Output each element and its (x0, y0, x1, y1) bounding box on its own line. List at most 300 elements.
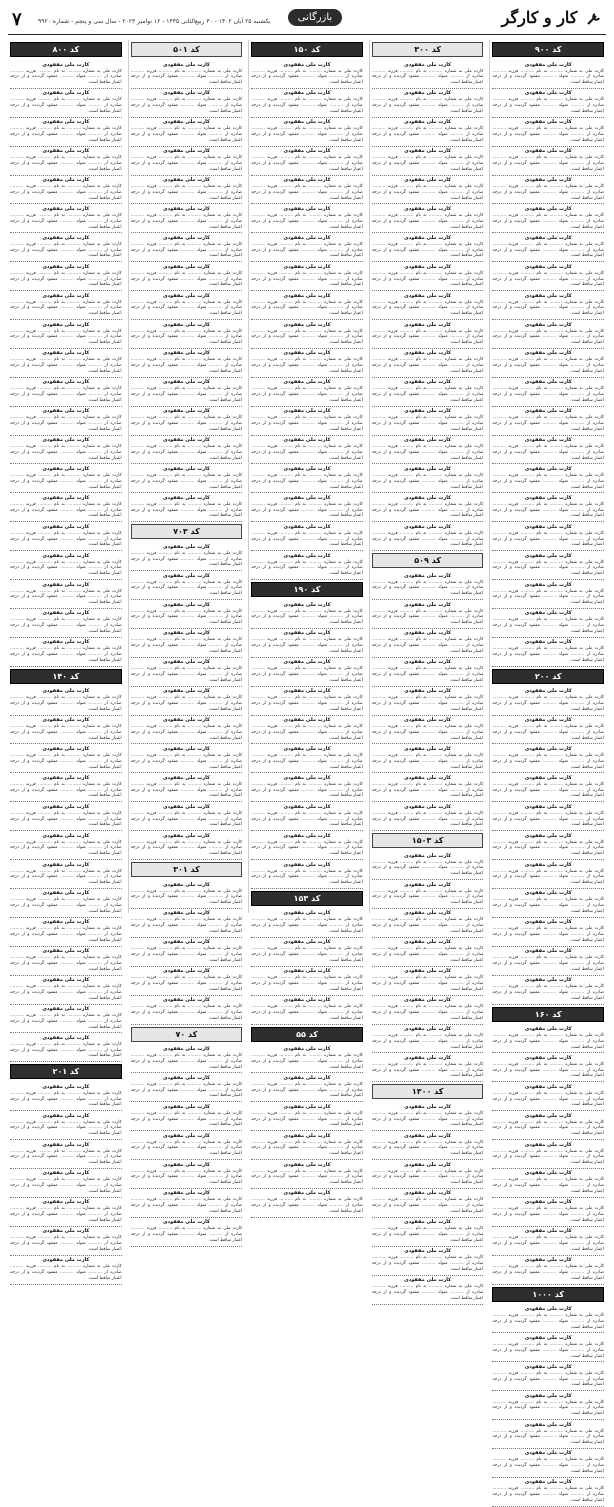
classified-ad (251, 831, 363, 860)
classified-ad (492, 493, 604, 522)
ad-heading: کارت ملی مفقودی (283, 523, 331, 530)
ad-heading: کارت ملی مفقودی (404, 292, 452, 299)
ad-body: کارت ملی به شماره .......... به نام .......... فرزند .......... صادره از .......... متولد .......... مفقود گردیده و از درجه اعتبار ساقط است. (371, 1061, 484, 1079)
ad-heading: کارت ملی مفقودی (283, 601, 331, 608)
ad-body: کارت ملی به شماره .......... به نام .......... فرزند .......... صادره از .......... متولد .......... مفقود گردیده و از درجه اعتبار ساقط است. (130, 1168, 243, 1186)
ad-body: کارت ملی به شماره .......... به نام .......... فرزند .......... صادره از .......... متولد .......... مفقود گردیده و از درجه اعتبار ساقط است. (130, 212, 243, 230)
ad-heading: کارت ملی مفقودی (42, 977, 90, 984)
classified-ad (492, 1025, 604, 1054)
ad-body: کارت ملی به شماره .......... به نام .......... فرزند .......... صادره از .......... متولد .......... مفقود گردیده و از درجه اعتبار ساقط است. (371, 608, 484, 626)
ad-body: کارت ملی به شماره .......... به نام .......... فرزند .......... صادره از .......... متولد .......... مفقود گردیده و از درجه اعتبار ساقط است. (371, 472, 484, 490)
ad-body: کارت ملی به شماره .......... به نام .......... فرزند .......... صادره از .......... متولد .......... مفقود گردیده و از درجه اعتبار ساقط است. (251, 501, 363, 519)
ad-heading: کارت ملی مفقودی (42, 610, 90, 617)
ad-heading: کارت ملی مفقودی (162, 745, 210, 752)
ad-heading: کارت ملی مفقودی (283, 1190, 331, 1197)
ad-heading: کارت ملی مفقودی (524, 1083, 572, 1090)
ad-heading: کارت ملی مفقودی (162, 630, 210, 637)
ad-body: کارت ملی به شماره .......... به نام .......... فرزند .......... صادره از .......... متولد .......... مفقود گردیده و از درجه اعتبار ساقط است. (492, 501, 604, 519)
ad-heading: کارت ملی مفقودی (283, 717, 331, 724)
classified-ad (492, 464, 604, 493)
ad-heading: کارت ملی مفقودی (283, 465, 331, 472)
ad-body: کارت ملی به شماره .......... به نام .......... فرزند .......... صادره از .......... متولد .......... مفقود گردیده و از درجه اعتبار ساقط است. (10, 386, 122, 403)
classified-ad (131, 291, 243, 320)
classified-ad (251, 176, 363, 205)
date-line: یکشنبه ۲۵ آبان ۱۴۰۲ - ۳۰ ربیع‌الثانی ۱۴۴۵ - ۱۶ نوامبر ۲۰۲۳ - سال سی و پنجم - شماره ۹۹۲۰ (38, 18, 271, 25)
ad-heading: کارت ملی مفقودی (283, 939, 331, 946)
ad-heading: کارت ملی مفقودی (524, 523, 572, 530)
ad-body: کارت ملی به شماره .......... به نام .......... فرزند .......... صادره از .......... متولد .......... مفقود گردیده و از درجه اعتبار ساقط است. (251, 184, 363, 201)
classified-ad (10, 976, 122, 1005)
ad-body: کارت ملی به شماره .......... به نام .......... فرزند .......... صادره از .......... متولد .......... مفقود گردیده و از درجه اعتبار ساقط است. (492, 984, 604, 1001)
ad-body: کارت ملی به شماره .......... به نام .......... فرزند .......... صادره از .......... متولد .......... مفقود گردیده و از درجه اعتبار ساقط است. (251, 415, 363, 432)
ad-body: کارت ملی به شماره .......... به نام .......... فرزند .......... صادره از .......... متولد .......... مفقود گردیده و از درجه اعتبار ساقط است. (492, 357, 604, 374)
ad-heading: کارت ملی مفقودی (404, 1054, 452, 1061)
ad-heading: کارت ملی مفقودی (42, 1257, 90, 1264)
ad-heading: کارت ملی مفقودی (283, 177, 331, 184)
ad-body: کارت ملی به شماره .......... به نام .......... فرزند .......... صادره از .......... متولد .......... مفقود گردیده و از درجه اعتبار ساقط است. (371, 126, 484, 143)
ad-heading: کارت ملی مفقودی (162, 1132, 210, 1139)
ad-heading: کارت ملی مفقودی (524, 119, 572, 126)
category-code-header: کد ۱۶۰ (492, 1007, 604, 1022)
ad-body: کارت ملی به شماره .......... به نام .......... فرزند .......... صادره از .......... متولد .......... مفقود گردیده و از درجه اعتبار ساقط است. (130, 666, 243, 683)
ad-heading: کارت ملی مفقودی (42, 1112, 90, 1119)
classified-ad (10, 744, 122, 773)
ad-heading: کارت ملی مفقودی (404, 119, 452, 126)
ad-heading: کارت ملی مفقودی (162, 379, 210, 386)
classified-ad (10, 609, 122, 638)
ad-body: کارت ملی به شماره .......... به نام .......... فرزند .......... صادره از .......... متولد .......... مفقود گردیده و از درجه اعتبار ساقط است. (492, 839, 604, 857)
ad-body: کارت ملی به شماره .......... به نام .......... فرزند .......... صادره از .......... متولد .......... مفقود گردیده و از درجه اعتبار ساقط است. (371, 270, 484, 288)
ad-body: کارت ملی به شماره .......... به نام .......... فرزند .......... صادره از .......... متولد .......... مفقود گردیده و از درجه اعتبار ساقط است. (371, 724, 484, 741)
ad-heading: کارت ملی مفقودی (162, 543, 210, 550)
ad-body: کارت ملی به شماره .......... به نام .......... فرزند .......... صادره از .......... متولد .......... مفقود گردیده و از درجه اعتبار ساقط است. (371, 328, 484, 346)
ad-heading: کارت ملی مفقودی (404, 939, 452, 946)
ad-heading: کارت ملی مفقودی (42, 919, 90, 926)
classified-ad (10, 118, 122, 147)
ad-body: کارت ملی به شماره .......... به نام .......... فرزند .......... صادره از .......... متولد .......... مفقود گردیده و از درجه اعتبار ساقط است. (251, 1081, 363, 1099)
ad-body: کارت ملی به شماره .......... به نام .......... فرزند .......... صادره از .......... متولد .......... مفقود گردیده و از درجه اعتبار ساقط است. (10, 155, 122, 172)
ad-body: کارت ملی به شماره .......... به نام .......... فرزند .......... صادره از .......... متولد .......... مفقود گردیده و از درجه اعتبار ساقط است. (371, 1168, 484, 1186)
ad-body: کارت ملی به شماره .......... به نام .......... فرزند .......... صادره از .......... متولد .......... مفقود گردیده و از درجه اعتبار ساقط است. (492, 415, 604, 432)
ad-heading: کارت ملی مفقودی (524, 437, 572, 444)
ad-body: کارت ملی به شماره .......... به نام .......... فرزند .......... صادره از .......... متولد .......... مفقود گردیده و از درجه اعتبار ساقط است. (371, 444, 484, 461)
classified-ad (251, 551, 363, 580)
ad-heading: کارت ملی مفقودی (524, 408, 572, 415)
classified-ad (492, 1305, 604, 1334)
ad-body: کارت ملی به شماره .......... به نام .......... فرزند .......... صادره از .......... متولد .......... مفقود گردیده و از درجه اعتبار ساقط است. (492, 1177, 604, 1195)
ad-body: کارت ملی به شماره .......... به نام .......... فرزند .......... صادره از .......... متولد .......... مفقود گردیده و از درجه اعتبار ساقط است. (251, 868, 363, 886)
classified-ad (492, 1140, 604, 1169)
ad-body: کارت ملی به شماره .......... به نام .......... فرزند .......... صادره از .......... متولد .......... مفقود گردیده و از درجه اعتبار ساقط است. (130, 444, 243, 461)
classified-ad (492, 918, 604, 947)
ad-body: کارت ملی به شماره .......... به نام .......... فرزند .......... صادره از .......... متولد .......... مفقود گردیده و از درجه اعتبار ساقط است. (130, 68, 243, 86)
classified-ad (131, 378, 243, 407)
ad-heading: کارت ملی مفقودی (42, 1034, 90, 1041)
ad-heading: کارت ملی مفقودی (524, 90, 572, 97)
ad-body: کارت ملی به شماره .......... به نام .......... فرزند .......... صادره از .......... متولد .......... مفقود گردیده و از درجه اعتبار ساقط است. (371, 501, 484, 519)
category-code-header: کد ۱۵۰۳ (372, 833, 484, 848)
ad-heading: کارت ملی مفقودی (42, 803, 90, 810)
ad-heading: کارت ملی مفقودی (283, 997, 331, 1004)
classified-ad (251, 1102, 363, 1131)
classified-ad (492, 407, 604, 436)
ad-heading: کارت ملی مفقودی (404, 1219, 452, 1226)
ad-body: کارت ملی به شماره .......... به نام .......... فرزند .......... صادره از .......... متولد .......... مفقود گردیده و از درجه اعتبار ساقط است. (371, 530, 484, 548)
classified-ad (131, 464, 243, 493)
ad-body: کارت ملی به شماره .......... به نام .......... فرزند .......... صادره از .......... متولد .......... مفقود گردیده و از درجه اعتبار ساقط است. (251, 472, 363, 490)
ad-heading: کارت ملی مفقودی (404, 437, 452, 444)
classified-ad (492, 802, 604, 831)
classified-ad (10, 687, 122, 716)
classified-ad (251, 716, 363, 745)
classified-ad (131, 1073, 243, 1102)
ad-body: کارت ملی به شماره .......... به نام .......... فرزند .......... صادره از .......... متولد .......... مفقود گردیده و از درجه اعتبار ساقط است. (10, 955, 122, 972)
classified-ad (10, 1169, 122, 1198)
ad-body: کارت ملی به شماره .......... به نام .......... فرزند .......... صادره از .......... متولد .......... مفقود گردیده و از درجه اعتبار ساقط است. (371, 1284, 484, 1301)
classified-ad (492, 118, 604, 147)
ad-body: کارت ملی به شماره .......... به نام .......... فرزند .......... صادره از .......... متولد .......... مفقود گردیده و از درجه اعتبار ساقط است. (492, 1399, 604, 1417)
classified-ad (492, 1478, 604, 1507)
ad-heading: کارت ملی مفقودی (162, 717, 210, 724)
ad-heading: کارت ملی مفقودی (162, 119, 210, 126)
classified-ad (372, 436, 484, 465)
classified-ad (251, 1073, 363, 1102)
classified-ad (492, 262, 604, 291)
classified-ad (251, 262, 363, 291)
ad-heading: کارت ملی مفقودی (283, 90, 331, 97)
ad-body: کارت ملی به شماره .......... به نام .......... فرزند .......... صادره از .......... متولد .......... مفقود گردیده و از درجه اعتبار ساقط است. (251, 357, 363, 374)
classified-ad (492, 349, 604, 378)
ad-heading: کارت ملی مفقودی (524, 350, 572, 357)
classified-ad (492, 320, 604, 349)
ad-body: کارت ملی به شماره .......... به نام .......... فرزند .......... صادره از .......... متولد .......... مفقود گردیده و از درجه اعتبار ساقط است. (492, 299, 604, 317)
ad-body: کارت ملی به شماره .......... به نام .......... فرزند .......... صادره از .......... متولد .......... مفقود گردیده و از درجه اعتبار ساقط است. (10, 530, 122, 548)
classified-ad (372, 967, 484, 996)
ad-heading: کارت ملی مفقودی (162, 90, 210, 97)
ad-body: کارت ملی به شماره .......... به نام .......... فرزند .......... صادره از .......... متولد .......... مفقود گردیده و از درجه اعتبار ساقط است. (492, 1148, 604, 1166)
ad-body: کارت ملی به شماره .......... به نام .......... فرزند .......... صادره از .......... متولد .......... مفقود گردیده و از درجه اعتبار ساقط است. (492, 1370, 604, 1388)
ad-heading: کارت ملی مفقودی (524, 1054, 572, 1061)
ad-body: کارت ملی به شماره .......... به نام .......... فرزند .......... صادره از .......... متولد .......... مفقود گردیده و از درجه اعتبار ساقط است. (130, 1053, 243, 1070)
ad-heading: کارت ملی مفقودی (42, 494, 90, 501)
classified-ad (131, 687, 243, 716)
ad-heading: کارت ملی مفقودی (162, 1074, 210, 1081)
ad-heading: کارت ملی مفقودی (524, 1479, 572, 1486)
ad-heading: کارت ملی مفقودی (283, 1074, 331, 1081)
ad-heading: کارت ملی مفقودی (283, 1103, 331, 1110)
ad-body: کارت ملی به شماره .......... به نام .......... فرزند .......... صادره از .......... متولد .......... مفقود گردیده و از درجه اعتبار ساقط است. (371, 97, 484, 114)
ad-heading: کارت ملی مفقودی (524, 803, 572, 810)
classified-ad (492, 522, 604, 551)
ad-body: کارت ملی به شماره .......... به نام .......... فرزند .......... صادره از .......... متولد .......... مفقود گردیده و از درجه اعتبار ساقط است. (251, 270, 363, 288)
category-code-header: کد ۵۰۱ (131, 42, 243, 57)
ad-body: کارت ملی به شماره .......... به نام .......... فرزند .......... صادره از .......... متولد .......... مفقود گردیده و از درجه اعتبار ساقط است. (130, 724, 243, 741)
ad-body: کارت ملی به شماره .......... به نام .......... فرزند .......... صادره از .......... متولد .......... مفقود گردیده و از درجه اعتبار ساقط است. (371, 781, 484, 799)
classified-ad (251, 60, 363, 89)
classified-ad (372, 1160, 484, 1189)
ad-heading: کارت ملی مفقودی (42, 350, 90, 357)
classified-ad (131, 407, 243, 436)
ad-body: کارت ملی به شماره .......... به نام .......... فرزند .......... صادره از .......... متولد .......... مفقود گردیده و از درجه اعتبار ساقط است. (251, 155, 363, 172)
ad-heading: کارت ملی مفقودی (404, 1248, 452, 1255)
classified-ad (372, 262, 484, 291)
ad-body: کارت ملی به شماره .......... به نام .......... فرزند .......... صادره از .......... متولد .......... مفقود گردیده و از درجه اعتبار ساقط است. (492, 444, 604, 461)
ad-body: کارت ملی به شماره .......... به نام .......... فرزند .......... صادره از .......... متولد .......... مفقود گردیده و از درجه اعتبار ساقط است. (130, 270, 243, 288)
classified-ad (372, 629, 484, 658)
ad-body: کارت ملی به شماره .......... به نام .......... فرزند .......... صادره از .......... متولد .......... مفقود گردیده و از درجه اعتبار ساقط است. (10, 444, 122, 461)
classified-ad (492, 204, 604, 233)
ad-body: کارت ملی به شماره .......... به نام .......... فرزند .......... صادره از .......... متولد .......... مفقود گردیده و از درجه اعتبار ساقط است. (130, 1226, 243, 1243)
ad-heading: کارت ملی مفقودی (524, 148, 572, 155)
classified-ad (131, 493, 243, 522)
ad-body: کارت ملی به شماره .......... به نام .......... فرزند .......... صادره از .......... متولد .......... مفقود گردیده و از درجه اعتبار ساقط است. (10, 1119, 122, 1137)
classified-ad (492, 1198, 604, 1227)
classified-ad (492, 176, 604, 205)
classified-ad (131, 744, 243, 773)
ad-heading: کارت ملی مفقودی (404, 745, 452, 752)
classified-ad (10, 831, 122, 860)
ad-body: کارت ملی به شماره .......... به نام .......... فرزند .......... صادره از .......... متولد .......... مفقود گردیده و از درجه اعتبار ساقط است. (10, 357, 122, 374)
ad-body: کارت ملی به شماره .......... به نام .......... فرزند .......... صادره از .......... متولد .......... مفقود گردیده و از درجه اعتبار ساقط است. (371, 241, 484, 259)
ad-body: کارت ملی به شماره .......... به نام .......... فرزند .......... صادره از .......... متولد .......... مفقود گردیده و از درجه اعتبار ساقط است. (371, 1226, 484, 1243)
classified-ad (492, 976, 604, 1005)
ad-body: کارت ملی به شماره .......... به نام .......... فرزند .......... صادره از .......... متولد .......... مفقود گردیده و از درجه اعتبار ساقط است. (371, 68, 484, 86)
ad-body: کارت ملی به شماره .......... به نام .......... فرزند .......... صادره از .......... متولد .......... مفقود گردیده و از درجه اعتبار ساقط است. (10, 1148, 122, 1166)
classified-ad (10, 1227, 122, 1256)
classified-ad (372, 571, 484, 600)
ad-body: کارت ملی به شماره .......... به نام .......... فرزند .......... صادره از .......... متولد .......... مفقود گردیده و از درجه اعتبار ساقط است. (492, 155, 604, 172)
ad-heading: کارت ملی مفقودی (42, 177, 90, 184)
ad-heading: کارت ملی مفقودی (524, 977, 572, 984)
ad-body: کارت ملی به شماره .......... به نام .......... فرزند .......... صادره از .......... متولد .......... مفقود گردیده و از درجه اعتبار ساقط است. (130, 608, 243, 626)
ad-body: کارت ملی به شماره .......... به نام .......... فرزند .......... صادره از .......... متولد .......... مفقود گردیده و از درجه اعتبار ساقط است. (492, 472, 604, 490)
ad-body: کارت ملی به شماره .......... به نام .......... فرزند .......... صادره از .......... متولد .......... مفقود گردیده و از درجه اعتبار ساقط است. (130, 1081, 243, 1099)
ad-heading: کارت ملی مفقودی (42, 745, 90, 752)
ad-heading: کارت ملی مفقودی (524, 890, 572, 897)
classified-ad (492, 1082, 604, 1111)
ad-body: کارت ملی به شماره .......... به نام .......... فرزند .......... صادره از .......... متولد .......... مفقود گردیده و از درجه اعتبار ساقط است. (492, 1264, 604, 1281)
ad-body: کارت ملی به شماره .......... به نام .......... فرزند .......... صادره از .......... متولد .......... مفقود گردیده و از درجه اعتبار ساقط است. (130, 357, 243, 374)
ad-body: کارت ملی به شماره .......... به نام .......... فرزند .......... صادره از .......... متولد .......... مفقود گردیده و از درجه اعتبار ساقط است. (251, 752, 363, 770)
ad-heading: کارت ملی مفقودی (404, 90, 452, 97)
ad-heading: کارت ملی مفقودی (404, 465, 452, 472)
ad-body: کارت ملی به شماره .......... به نام .......... فرزند .......... صادره از .......... متولد .......... مفقود گردیده و از درجه اعتبار ساقط است. (492, 897, 604, 915)
ad-heading: کارت ملی مفقودی (283, 292, 331, 299)
ad-body: کارت ملی به شماره .......... به نام .......... فرزند .......... صادره از .......... متولد .......... مفقود گردیده و از درجه اعتبار ساقط است. (251, 975, 363, 992)
classified-ad (131, 349, 243, 378)
ad-heading: کارت ملی مفقودی (404, 61, 452, 68)
classified-ad (372, 938, 484, 967)
classified-ad (492, 638, 604, 667)
classified-ad (10, 947, 122, 976)
ad-heading: کارت ملی مفقودی (42, 774, 90, 781)
ad-heading: کارت ملی مفقودی (162, 939, 210, 946)
ad-heading: کارت ملی مفقودی (42, 379, 90, 386)
classified-ad (10, 89, 122, 118)
classified-ad (251, 118, 363, 147)
classified-ad (492, 60, 604, 89)
ad-body: کارت ملی به شماره .......... به نام .......... فرزند .......... صادره از .......... متولد .......... مفقود گردیده و از درجه اعتبار ساقط است. (371, 917, 484, 935)
ad-heading: کارت ملی مفقودی (283, 774, 331, 781)
classified-ad (10, 1082, 122, 1111)
ad-body: کارت ملی به شماره .......... به نام .......... فرزند .......... صادره از .......... متولد .......... مفقود گردیده و از درجه اعتبار ساقط است. (251, 68, 363, 86)
ad-body: کارت ملی به شماره .......... به نام .......... فرزند .......... صادره از .......... متولد .......... مفقود گردیده و از درجه اعتبار ساقط است. (492, 1486, 604, 1503)
classified-ad (131, 909, 243, 938)
ad-heading: کارت ملی مفقودی (283, 1161, 331, 1168)
ad-body: کارت ملی به شماره .......... به نام .......... فرزند .......... صادره از .......... متولد .......... مفقود گردیده و از درجه اعتبار ساقط است. (492, 97, 604, 114)
classified-ad (10, 716, 122, 745)
ad-body: کارت ملی به شماره .......... به نام .......... فرزند .......... صادره از .......... متولد .......... مفقود گردیده و از درجه اعتبار ساقط است. (10, 212, 122, 230)
classified-ad (10, 320, 122, 349)
classified-ad (10, 176, 122, 205)
ad-body: کارت ملی به شماره .......... به نام .......... فرزند .......... صادره از .......... متولد .......... مفقود گردیده و از درجه اعتبار ساقط است. (251, 1168, 363, 1186)
category-code-header: کد ۱۳۰۰ (372, 1084, 484, 1099)
ad-heading: کارت ملی مفقودی (162, 292, 210, 299)
ad-heading: کارت ملی مفقودی (524, 292, 572, 299)
ad-heading: کارت ملی مفقودی (404, 494, 452, 501)
ad-heading: کارت ملی مفقودی (162, 910, 210, 917)
ad-body: کارت ملی به شماره .......... به نام .......... فرزند .......... صادره از .......... متولد .......... مفقود گردیده و از درجه اعتبار ساقط است. (251, 299, 363, 317)
classified-ad (10, 1256, 122, 1285)
ad-heading: کارت ملی مفقودی (283, 1046, 331, 1052)
classified-ad (372, 687, 484, 716)
ad-body: کارت ملی به شماره .......... به نام .......... فرزند .......... صادره از .......... متولد .......... مفقود گردیده و از درجه اعتبار ساقط است. (130, 637, 243, 655)
classified-ad (372, 89, 484, 118)
classified-ad (492, 744, 604, 773)
classified-ad (10, 378, 122, 407)
ad-heading: کارت ملی مفقودی (162, 350, 210, 357)
classified-ad (372, 60, 484, 89)
classified-ad (372, 1025, 484, 1054)
ad-heading: کارت ملی مفقودی (524, 1228, 572, 1235)
ad-body: کارت ملی به شماره .......... به نام .......... فرزند .......... صادره از .......... متولد .......... مفقود گردیده و از درجه اعتبار ساقط است. (251, 781, 363, 799)
ad-heading: کارت ملی مفقودی (404, 177, 452, 184)
classified-ad (492, 716, 604, 745)
classified-ad (251, 407, 363, 436)
ad-heading: کارت ملی مفقودی (42, 1006, 90, 1012)
ad-body: کارت ملی به شماره .......... به نام .......... فرزند .......... صادره از .......... متولد .......... مفقود گردیده و از درجه اعتبار ساقط است. (130, 839, 243, 857)
classified-columns (8, 40, 606, 1503)
newspaper-logo: بازرگانی (288, 9, 342, 26)
classified-ad (131, 880, 243, 909)
ad-body: کارت ملی به شماره .......... به نام .......... فرزند .......... صادره از .......... متولد .......... مفقود گردیده و از درجه اعتبار ساقط است. (251, 530, 363, 548)
classified-ad (372, 464, 484, 493)
classified-ad (251, 860, 363, 889)
classified-ad (251, 349, 363, 378)
ad-heading: کارت ملی مفقودی (404, 997, 452, 1004)
classified-ad (10, 493, 122, 522)
ad-body: کارت ملی به شماره .......... به نام .......... فرزند .......... صادره از .......... متولد .......... مفقود گردیده و از درجه اعتبار ساقط است. (10, 270, 122, 288)
ad-body: کارت ملی به شماره .......... به نام .......... فرزند .......... صادره از .......... متولد .......... مفقود گردیده و از درجه اعتبار ساقط است. (10, 1041, 122, 1059)
ad-heading: کارت ملی مفقودی (404, 717, 452, 724)
ad-body: کارت ملی به شماره .......... به نام .......... فرزند .......... صادره از .......... متولد .......... مفقود گردیده و از درجه اعتبار ساقط است. (10, 501, 122, 519)
ad-heading: کارت ملی مفقودی (42, 61, 90, 68)
ad-heading: کارت ملی مفقودی (162, 1103, 210, 1110)
classified-ad (131, 629, 243, 658)
ad-body: کارت ملی به شماره .......... به نام .......... فرزند .......... صادره از .......... متولد .......... مفقود گردیده و از درجه اعتبار ساقط است. (492, 1061, 604, 1079)
ad-body: کارت ملی به شماره .......... به نام .......... فرزند .......... صادره از .......... متولد .......... مفقود گردیده و از درجه اعتبار ساقط است. (10, 299, 122, 317)
ad-body: کارت ملی به شماره .......... به نام .......... فرزند .......... صادره از .......... متولد .......... مفقود گردیده و از درجه اعتبار ساقط است. (130, 328, 243, 346)
ad-heading: کارت ملی مفقودی (404, 1190, 452, 1197)
ad-heading: کارت ملی مفقودی (524, 263, 572, 270)
ad-heading: کارت ملی مفقودی (42, 205, 90, 212)
ad-body: کارت ملی به شماره .......... به نام .......... فرزند .......... صادره از .......... متولد .......... مفقود گردیده و از درجه اعتبار ساقط است. (492, 724, 604, 741)
classified-ad (10, 638, 122, 667)
classified-ad (10, 860, 122, 889)
category-code-header: کد ۱۵۰ (251, 42, 363, 57)
classified-ad (251, 658, 363, 687)
ad-heading: کارت ملی مفقودی (162, 1190, 210, 1197)
ad-heading: کارت ملی مفقودی (42, 148, 90, 155)
ad-body: کارت ملی به شماره .......... به نام .......... فرزند .......... صادره از .......... متولد .......... مفقود گردیده و از درجه اعتبار ساقط است. (130, 501, 243, 519)
ad-heading: کارت ملی مفقودی (162, 774, 210, 781)
ad-body: کارت ملی به شماره .......... به نام .......... فرزند .......... صادره از .......... متولد .......... مفقود گردیده و از درجه اعتبار ساقط است. (130, 917, 243, 935)
ad-body: کارت ملی به شماره .......... به نام .......... فرزند .......... صادره از .......... متولد .......... مفقود گردیده و از درجه اعتبار ساقط است. (371, 357, 484, 374)
classified-ad (492, 551, 604, 580)
classified-ad (492, 147, 604, 176)
section-title-text: کار و کارگر (501, 8, 578, 27)
classified-ad (10, 464, 122, 493)
ad-heading: کارت ملی مفقودی (283, 688, 331, 695)
classified-ad (372, 716, 484, 745)
ad-body: کارت ملی به شماره .......... به نام .......... فرزند .......... صادره از .......... متولد .......... مفقود گردیده و از درجه اعتبار ساقط است. (10, 839, 122, 857)
category-code-header: کد ۱۴۰ (10, 669, 122, 684)
classified-ad (10, 1198, 122, 1227)
classified-ad (492, 1449, 604, 1478)
ad-heading: کارت ملی مفقودی (42, 1228, 90, 1235)
classified-ad (131, 1160, 243, 1189)
ad-body: کارت ملی به شماره .......... به نام .......... فرزند .......... صادره از .......... متولد .......... مفقود گردیده و از درجه اعتبار ساقط است. (10, 1177, 122, 1195)
classified-ad (492, 687, 604, 716)
ad-heading: کارت ملی مفقودی (524, 861, 572, 868)
ad-body: کارت ملی به شماره .......... به نام .......... فرزند .......... صادره از .......... متولد .......... مفقود گردیده و از درجه اعتبار ساقط است. (251, 608, 363, 626)
ad-heading: کارت ملی مفقودی (42, 717, 90, 724)
ad-body: کارت ملی به شماره .......... به نام .......... فرزند .......... صادره از .......... متولد .......... مفقود گردیده و از درجه اعتبار ساقط است. (371, 859, 484, 877)
ad-body: کارت ملی به شماره .......... به نام .......... فرزند .......... صادره از .......... متولد .......... مفقود گردیده و از درجه اعتبار ساقط است. (492, 1090, 604, 1108)
ad-heading: کارت ملی مفقودی (524, 205, 572, 212)
classified-ad (131, 600, 243, 629)
category-code-header: کد ۲۰۰ (492, 669, 604, 684)
classified-ad (131, 233, 243, 262)
classified-ad (131, 320, 243, 349)
ad-heading: کارت ملی مفقودی (524, 1392, 572, 1399)
classified-ad (251, 967, 363, 996)
ad-body: کارت ملی به شماره .......... به نام .......... فرزند .......... صادره از .......... متولد .......... مفقود گردیده و از درجه اعتبار ساقط است. (10, 926, 122, 943)
ad-heading: کارت ملی مفقودی (524, 639, 572, 646)
ad-heading: کارت ملی مفقودی (283, 745, 331, 752)
ad-heading: کارت ملی مفقودی (404, 408, 452, 415)
ad-body: کارت ملی به شماره .......... به نام .......... فرزند .......... صادره از .......... متولد .......... مفقود گردیده و از درجه اعتبار ساقط است. (371, 579, 484, 597)
classified-ad (10, 1033, 122, 1062)
ad-heading: کارت ملی مفقودی (404, 1161, 452, 1168)
ad-heading: کارت ملی مفقودی (162, 148, 210, 155)
classified-ad (492, 1420, 604, 1449)
ad-heading: کارت ملی مفقودی (42, 263, 90, 270)
ad-body: کارت ملی به شماره .......... به نام .......... فرزند .......... صادره از .......... متولد .......... مفقود گردیده و از درجه اعتبار ساقط است. (492, 1235, 604, 1252)
ad-body: کارت ملی به شماره .......... به نام .......... فرزند .......... صادره از .......... متولد .......... مفقود گردیده و از درجه اعتبار ساقط است. (10, 1013, 122, 1030)
ad-heading: کارت ملی مفقودی (524, 1450, 572, 1457)
classified-ad (131, 1218, 243, 1247)
classified-ad (372, 493, 484, 522)
ad-heading: کارت ملی مفقودی (283, 630, 331, 637)
ad-body: کارت ملی به شماره .......... به نام .......... فرزند .......... صادره از .......... متولد .......... مفقود گردیده و از درجه اعتبار ساقط است. (492, 781, 604, 799)
category-code-header: کد ۱۹۰ (251, 582, 363, 597)
ad-body: کارت ملی به شماره .......... به نام .......... فرزند .......... صادره از .......... متولد .......... مفقود گردیده و از درجه اعتبار ساقط است. (251, 1139, 363, 1157)
classified-ad (492, 291, 604, 320)
ad-heading: کارت ملی مفقودی (283, 321, 331, 328)
ad-heading: کارت ملی مفقودی (42, 861, 90, 868)
ad-heading: کارت ملی مفقودی (524, 832, 572, 839)
